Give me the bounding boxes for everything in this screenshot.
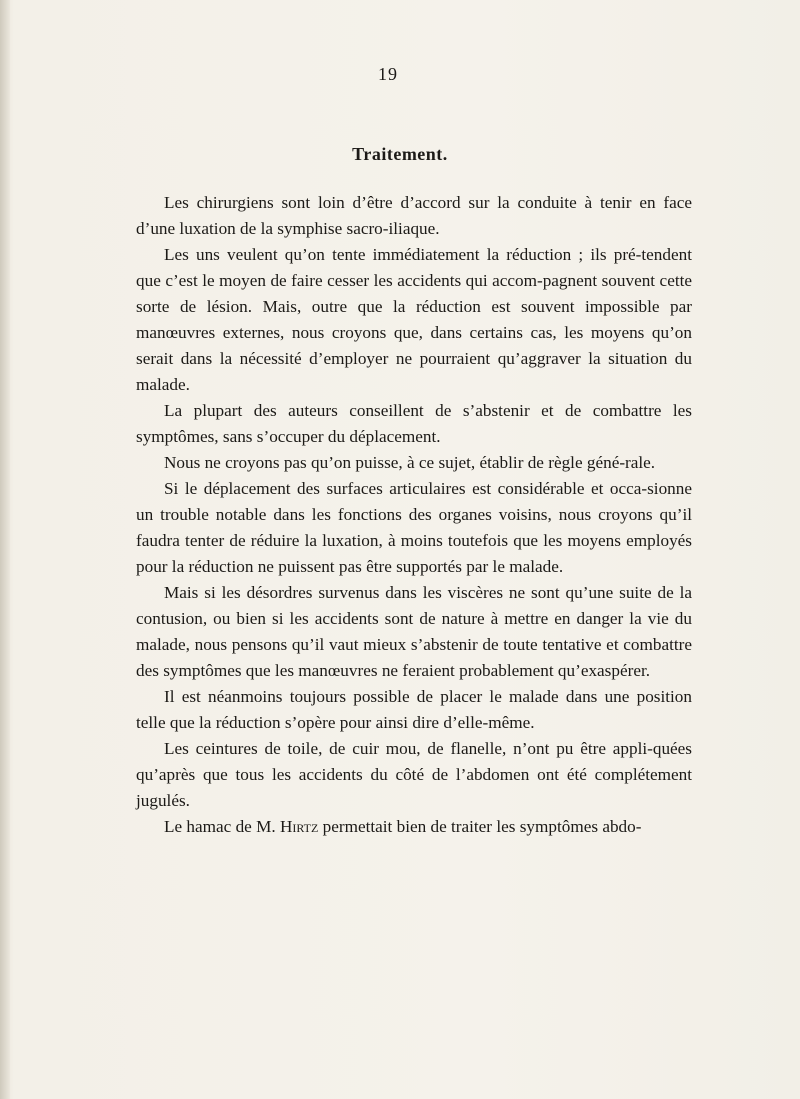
author-name: Hirtz	[279, 817, 319, 836]
page-number: 19	[378, 64, 398, 84]
body-text	[136, 190, 692, 840]
paragraph-1: Les chirurgiens sont loin d’être d’accord sur la conduite à tenir en face d’une luxation de la symphise sacro-iliaque.	[136, 193, 692, 238]
paragraph-2: Les uns veulent qu’on tente immédiatement la réduction ; ils pré-tendent que c’est le moyen de faire cesser les accidents qui accom-pagnent souvent cette sorte de lésion. Mais, outre que la réduction est souvent impossible par manœuvres externes, nous croyons que, dans certains cas, les moyens qu’on serait dans la nécessité d’employer ne pourraient qu’aggraver la situation du malade.	[136, 245, 692, 394]
paragraph-8: Les ceintures de toile, de cuir mou, de flanelle, n’ont pu être appli-quées qu’après que tous les accidents du côté de l’abdomen ont été complétement jugulés.	[136, 739, 692, 810]
paragraph-6: Mais si les désordres survenus dans les viscères ne sont qu’une suite de la contusion, ou bien si les accidents sont de nature à mettre en danger la vie du malade, nous pensons qu’il vaut mieux s’abstenir de toute tentative et combattre des symptômes que les manœuvres ne feraient probablement qu’exaspérer.	[136, 583, 692, 680]
paragraph-9-start: Le hamac de M.	[164, 817, 280, 836]
paragraph-5: Si le déplacement des surfaces articulaires est considérable et occa-sionne un trouble notable dans les fonctions des organes voisins, nous croyons qu’il faudra tenter de réduire la luxation, à moins toutefois que les moyens employés pour la réduction ne puissent pas être supportés par le malade.	[136, 479, 692, 576]
paragraph-9	[136, 814, 692, 840]
paragraph-4: Nous ne croyons pas qu’on puisse, à ce sujet, établir de règle géné-rale.	[164, 453, 656, 472]
paragraph-3: La plupart des auteurs conseillent de s’abstenir et de combattre les symptômes, sans s’occuper du déplacement.	[136, 401, 692, 446]
paragraph-7: Il est néanmoins toujours possible de placer le malade dans une position telle que la réduction s’opère pour ainsi dire d’elle-même.	[136, 687, 692, 732]
paragraph-9-end: permettait bien de traiter les symptômes abdo-	[318, 817, 642, 836]
section-title: Traitement.	[352, 144, 448, 164]
